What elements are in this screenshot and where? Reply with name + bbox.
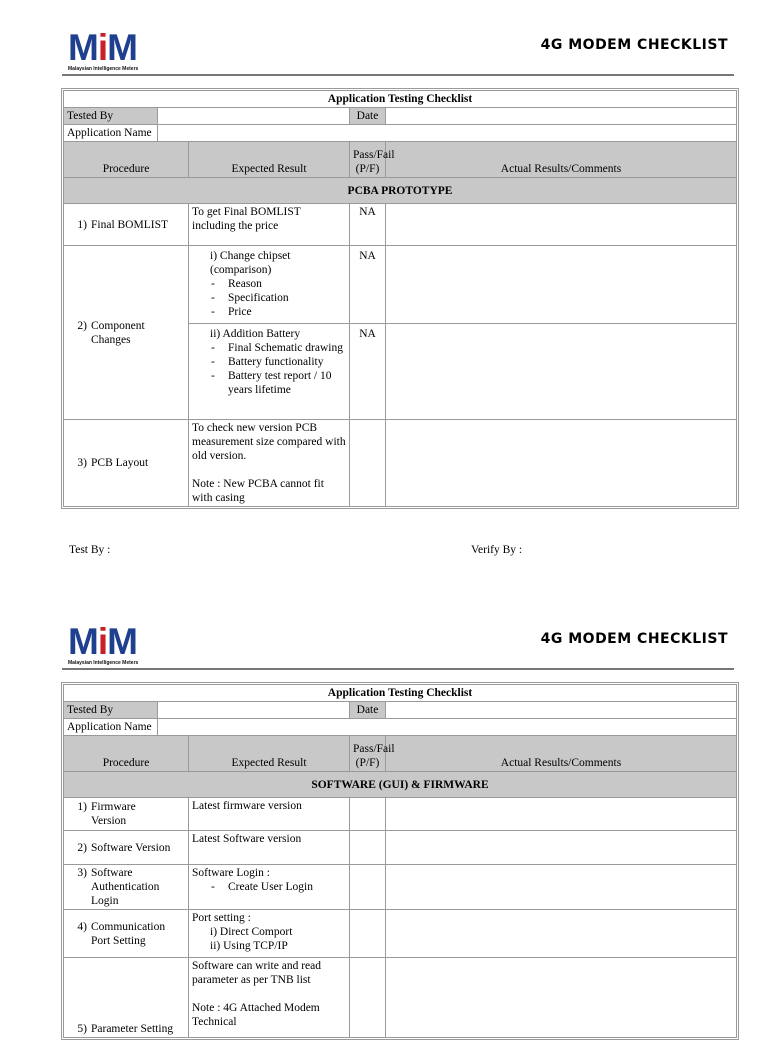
application-name-label: Application Name — [64, 125, 158, 142]
document-title: 4G MODEM CHECKLIST — [540, 37, 728, 53]
comments-cell — [386, 798, 737, 831]
pass-fail-cell — [350, 831, 386, 865]
mim-logo: MiM Malaysian Intelligence Meters — [68, 27, 139, 72]
expected-result-header: Expected Result — [189, 142, 350, 178]
application-name-value — [158, 719, 737, 736]
application-name-label: Application Name — [64, 719, 158, 736]
list-item: - Battery test report / 10 years lifetime — [228, 369, 346, 397]
procedure-cell: 5) Parameter Setting — [64, 958, 189, 1038]
checklist-table-1 — [61, 88, 739, 509]
pass-fail-cell: NA — [350, 246, 386, 324]
mim-logo: MiM Malaysian Intelligence Meters — [68, 621, 139, 666]
comments-cell — [386, 324, 737, 420]
header-rule — [62, 668, 734, 670]
date-value — [386, 108, 737, 125]
list-item: - Battery functionality — [228, 355, 346, 369]
procedure-header: Procedure — [64, 142, 189, 178]
procedure-cell: 4) Communication Port Setting — [64, 910, 189, 958]
expected-cell: To check new version PCB measurement size compared with old version. Note : New PCBA cannot fit with casing — [189, 420, 350, 507]
procedure-cell: 1) Firmware Version — [64, 798, 189, 831]
tested-by-value — [158, 702, 350, 719]
comments-cell — [386, 246, 737, 324]
section-title: PCBA PROTOTYPE — [64, 178, 737, 204]
list-item: - Create User Login — [228, 880, 346, 894]
pass-fail-cell: NA — [350, 324, 386, 420]
tested-by-label: Tested By — [64, 108, 158, 125]
pass-fail-cell: NA — [350, 204, 386, 246]
expected-cell: i) Change chipset (comparison) - Reason - Specification - Price — [189, 246, 350, 324]
list-item: - Final Schematic drawing — [228, 341, 346, 355]
pass-fail-header: Pass/Fail (P/F) — [350, 736, 386, 772]
date-label: Date — [350, 702, 386, 719]
procedure-cell: 3) Software Authentication Login — [64, 865, 189, 910]
section-title: SOFTWARE (GUI) & FIRMWARE — [64, 772, 737, 798]
pass-fail-cell — [350, 958, 386, 1038]
tested-by-value — [158, 108, 350, 125]
expected-cell: Software can write and read parameter as per TNB list Note : 4G Attached Modem Technical — [189, 958, 350, 1038]
expected-cell: To get Final BOMLIST including the price — [189, 204, 350, 246]
pass-fail-cell — [350, 910, 386, 958]
pass-fail-cell — [350, 865, 386, 910]
expected-cell: ii) Addition Battery - Final Schematic drawing - Battery functionality - Battery test report / 10 years lifetime — [189, 324, 350, 420]
date-value — [386, 702, 737, 719]
procedure-cell: 2) Component Changes — [64, 246, 189, 420]
procedure-header: Procedure — [64, 736, 189, 772]
list-item: - Price — [228, 305, 346, 319]
list-item: - Reason — [228, 277, 346, 291]
expected-cell: Latest Software version — [189, 831, 350, 865]
procedure-cell: 2) Software Version — [64, 831, 189, 865]
application-name-value — [158, 125, 737, 142]
procedure-cell: 1) Final BOMLIST — [64, 204, 189, 246]
expected-cell: Latest firmware version — [189, 798, 350, 831]
checklist-title: Application Testing Checklist — [64, 91, 737, 108]
test-by-label: Test By : — [69, 544, 111, 556]
comments-cell — [386, 958, 737, 1038]
checklist-table-2 — [61, 682, 739, 1040]
comments-cell — [386, 831, 737, 865]
checklist-title: Application Testing Checklist — [64, 685, 737, 702]
tested-by-label: Tested By — [64, 702, 158, 719]
actual-results-header: Actual Results/Comments — [386, 142, 737, 178]
comments-cell — [386, 420, 737, 507]
comments-cell — [386, 204, 737, 246]
pass-fail-cell — [350, 420, 386, 507]
pass-fail-cell — [350, 798, 386, 831]
date-label: Date — [350, 108, 386, 125]
header-rule — [62, 74, 734, 76]
expected-cell: Port setting : i) Direct Comport ii) Using TCP/IP — [189, 910, 350, 958]
pass-fail-header: Pass/Fail (P/F) — [350, 142, 386, 178]
comments-cell — [386, 865, 737, 910]
procedure-cell: 3) PCB Layout — [64, 420, 189, 507]
expected-result-header: Expected Result — [189, 736, 350, 772]
verify-by-label: Verify By : — [471, 544, 523, 556]
list-item: - Specification — [228, 291, 346, 305]
expected-cell: Software Login : - Create User Login — [189, 865, 350, 910]
actual-results-header: Actual Results/Comments — [386, 736, 737, 772]
comments-cell — [386, 910, 737, 958]
document-title: 4G MODEM CHECKLIST — [540, 631, 728, 647]
